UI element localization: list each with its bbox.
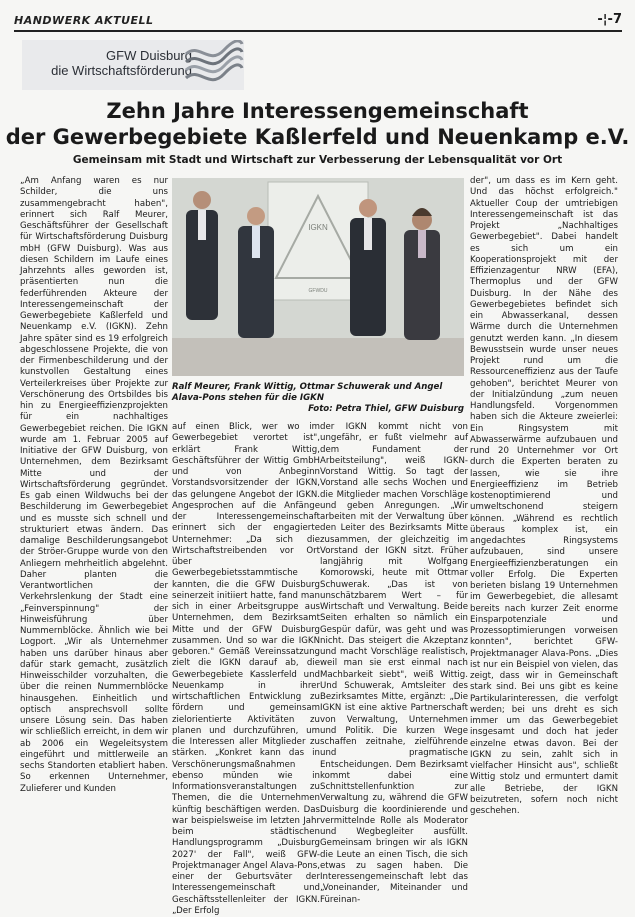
article-subtitle: Gemeinsam mit Stadt und Wirtschaft zur Verbesserung der Lebensqualität vor Ort	[72, 154, 563, 166]
caption-text: Ralf Meurer, Frank Wittig, Ottmar Schuwerak und Angel Alava-Pons stehen für die IGKN	[172, 382, 443, 403]
page-header	[14, 14, 622, 32]
title-line1: Zehn Jahre Interessengemeinschaft	[106, 99, 529, 123]
photo-sign-text: IGKN	[308, 223, 328, 232]
gfw-logo	[22, 40, 244, 90]
page-number: -¦-7	[597, 12, 622, 27]
wave-logo-icon	[184, 40, 244, 90]
section-label: HANDWERK AKTUELL	[14, 14, 154, 27]
column-1-text: „Am Anfang waren es nur Schilder, die uns zusammengebracht haben", erinnert sich Ralf Meurer, Geschäftsführer der Gesellschaft für Wirtschaftsförderung Duisburg mbH (GFW Duisburg). Was aus diesen Schildern im Laufe eines Jahrzehnts alles geworden ist, präsentierten nun die federführenden Akteure der Interessengemeinschaft der Gewerbegebiete Kaßlerfeld und Neuenkamp e.V. (IGKN). Zehn Jahre später sind es 19 erfolgreich abgeschlossene Projekte, die von der Firmenbeschilderung und der kunstvollen Gestaltung eines Verteilerkreises über Projekte zur Verschönerung des Ortsbildes bis hin zu Energieeffizienzprojekten für ein nachhaltiges Gewerbegebiet reichen. Die IGKN wurde am 1. Februar 2005 auf Initiative der GFW Duisburg, von Unternehmen, dem Bezirksamt Mitte und der Wirtschaftsförderung gegründet. Es gab einen Wildwuchs bei der Beschilderung im Gewerbegebiet und es musste sich schnell und strukturiert etwas ändern. Das damalige Beschilderungsangebot der Ströer-Gruppe wurde von den Anliegern mehrheitlich abgelehnt. Daher planten die Verantwortlichen der Verkehrslenkung der Stadt eine „Feinverspinnung" der Hinweisführung über Nummernblöcke. Ähnlich wie bei Logport. „Wir als Unternehmer haben uns darüber hinaus aber dafür stark gemacht, zusätzlich Hinweisschilder vorzuhalten, die über die reinen Nummernblöcke hinausgehen. Einheitlich und optisch ansprechsvoll sollte unsere Lösung sein. Das haben wir schließlich erreicht, in dem wir ab 2006 ein Wegeleitsystem eingeführt und mittlerweile an sechs Standorten etabliert haben. So erkennen Unternehmer, Zulieferer und Kunden	[20, 176, 168, 794]
photo-caption	[172, 382, 464, 415]
article-column-3	[320, 422, 468, 905]
article-column-4	[470, 176, 618, 866]
person-3	[350, 199, 386, 336]
column-4-text: der", um dass es im Kern geht. Und das höchst erfolgreich." Aktueller Coup der umtriebigen Interessengemeinschaft ist das Projekt „Nachhaltiges Gewerbegebiet". Dabei handelt es sich um ein Kooperationsprojekt mit der Effizienzagentur NRW (EFA), Thermoplus und der GFW Duisburg. In der Nähe des Gewerbegebietes befindet sich ein Abwasserkanal, dessen Wärme durch die Unternehmen genutzt werden kann. „In diesem Bewusstsein wurde unser neues Projekt rund um die Ressourceneffizienz aus der Taufe gehoben", berichtet Meurer von der Initialzündung „zum neuen Handlungsfeld. Vorgenommen haben sich die Akteure zweierlei: Ein Ringsystem mit Abwasserwärme aufzubauen und rund 20 Unternehmer vor Ort durch die Experten beraten zu lassen, wie sie ihre Energieeffizienz im Betrieb kostenoptimierend und umweltschonend steigern können. „Während es rechtlich überaus komplex ist, ein angedachtes Ringsystems aufzubauen, sind unsere Energieeffizienzberatungen ein voller Erfolg. Die Experten berieten bislang 19 Unternehmen im Gewerbegebiet, die allesamt bereits nach kurzer Zeit enorme Einsparpotenziale und Prozessoptimierungen vorweisen konnten", berichtet GFW-Projektmanager Alava-Pons. „Dies ist nur ein Beispiel von vielen, das zeigt, dass wir in Gemeinschaft stark sind. Bei uns gibt es keine Partikularinteressen, die verfolgt werden; bei uns dreht es sich immer um das Gewerbegebiet insgesamt und doch hat jeder einzelne etwas davon. Bei der IGKN zu sein, zahlt sich in vielfacher Hinsicht aus", schließt Wittig stolz und ermuntert damit alle Betriebe, der IGKN beizutreten, sofern noch nicht geschehen.	[470, 176, 618, 816]
article-column-1	[20, 176, 168, 866]
title-line2: der Gewerbegebiete Kaßlerfeld und Neuenkamp e.V.	[5, 125, 630, 149]
column-2-text: auf einen Blick, wer wo im Gewerbegebiet verortet ist", erklärt Frank Wittig, Geschäftsführer der Wittig GmbH und von Anbeginn Vorstandsvorsitzender der IGKN, das gelungene Angebot der IGKN. Angesprochen auf die Anfänge der Interessengemeinschaft erinnert sich der engagierte Unternehmer: „Da sich die Wirtschaftstreibenden vor Ort über Gewerbegebietsstammtische kannten, die die GFW Duisburg seinerzeit initiiert hatte, fand man sich in einer Arbeitsgruppe aus Unternehmen, dem Bezirksamt Mitte und der GFW Duisburg zusammen. Und so war die IGKN geboren." Gemäß Vereinssatzung zielt die IGKN darauf ab, die Gewerbegebiete Kasslerfeld und Neuenkamp in ihrer wirtschaftlichen Entwicklung zu fördern und gemeinsam zielorientierte Aktivitäten zu planen und durchzuführen, um die Interessen aller Mitglieder zu stärken. „Konkret kann das in Verschönerungsmaßnahmen ebenso münden wie in Informationsveranstaltungen zu Themen, die die Unternehmen künftig beschäftigen werden. Das war beispielsweise im letzten Jahr beim städtischen Handlungsprogramm „Duisburg 2027' der Fall", weiß GFW-Projektmanager Angel Alava-Pons, einer der Geburtsväter der Interessengemeinschaft und Geschäftsstellenleiter der IGKN. „Der Erfolg	[172, 422, 320, 916]
article-title	[0, 98, 635, 150]
photo-credit: Foto: Petra Thiel, GFW Duisburg	[308, 404, 464, 414]
photo-sign-footer: GFWDU	[308, 288, 328, 294]
page-number-value: 7	[612, 12, 622, 27]
person-1	[186, 191, 218, 320]
column-3-text: der IGKN kommt nicht von ungefähr, er fußt vielmehr auf dem Fundament der Arbeitsteilung", weiß IGKN-Vorstand Wittig. So tagt der Vorstand alle sechs Wochen und die Mitglieder machen Vorschläge und geben Anregungen. „Wir arbeiten mit der Verwaltung über den Leiter des Bezirksamts Mitte zusammen, der gleichzeitig im Vorstand der IGKN sitzt. Früher langjährig mit Wolfgang Komorowski, heute mit Ottmar Schuwerak. „Das ist von unschätzbarem Wert – für Wirtschaft und Verwaltung. Beide Seiten erhalten so nämlich ein Gespür dafür, was geht und was nicht. Das steigert die Akzeptanz und macht Vorschläge realistisch, weil man sie erst einmal nach Machbarkeit siebt", weiß Wittig. Und Schuwerak, Amtsleiter des Bezirksamtes Mitte, ergänzt: „Die IGKN ist eine aktive Partnerschaft von Verwaltung, Unternehmen und Politik. Die kurzen Wege schaffen zeitnahe, zielführende und pragmatische Entscheidungen. Dem Bezirksamt kommt dabei eine Schnittstellenfunktion zur Verwaltung zu, während die GFW Duisburg die koordinierende und vermittelnde Rolle als Moderator und Wegbegleiter ausfüllt. Gemeinsam bringen wir als IGKN die Leute an einen Tisch, die sich etwas zu sagen haben. Die Interessengemeinschaft lebt das „Voneinander, Miteinander und Füreinan-	[320, 422, 468, 905]
logo-text	[32, 48, 192, 78]
group-photo	[172, 178, 464, 376]
article-column-2	[172, 422, 320, 916]
person-2	[238, 207, 274, 338]
logo-line1: GFW Duisburg	[106, 48, 192, 63]
group-photo-illustration	[172, 178, 464, 376]
logo-line2: die Wirtschaftsförderung	[51, 63, 192, 78]
